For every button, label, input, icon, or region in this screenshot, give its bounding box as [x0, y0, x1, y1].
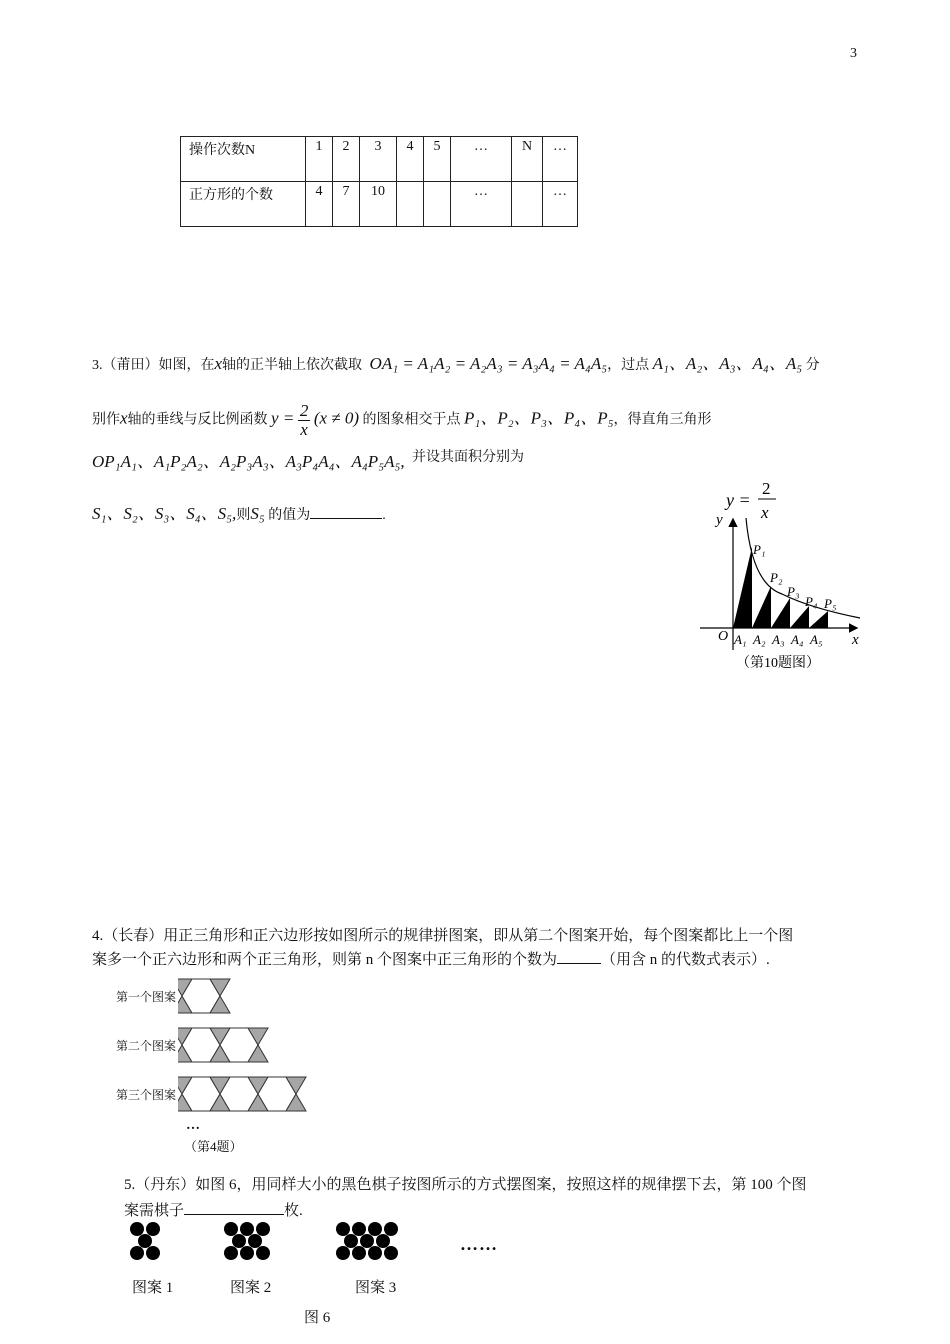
point-label: P₂ — [770, 570, 783, 585]
table-cell: 正方形的个数 — [181, 182, 306, 227]
pattern-label: 第三个图案 — [116, 1088, 177, 1102]
point-label: A₄ — [791, 632, 804, 647]
point-label: A₂ — [753, 632, 766, 647]
origin-label: O — [718, 629, 729, 644]
pattern-label: 第一个图案 — [116, 990, 177, 1004]
table-cell: N — [512, 137, 543, 182]
table-cell: … — [451, 137, 512, 182]
question-4-line-2: 案多一个正六边形和两个正三角形，则第 n 个图案中正三角形的个数为 （用含 n 的代数式表示）. — [92, 952, 770, 968]
figure-caption: （第4题） — [184, 1139, 243, 1154]
fraction: $\frac{2}{x}$ — [299, 401, 309, 439]
pattern-label: 第二个图案 — [116, 1039, 177, 1053]
question-3-line-1: 3.（莆田）如图，在x轴的正半轴上依次截取 OA₁ = A₁A₂ = A₂A₃ = A₃A₄ = A₄A₅，过点 A₁、A₂、A₃、A₄、A₅ 分 — [92, 354, 820, 373]
question-5-line-1: 5.（丹东）如图 6，用同样大小的黑色棋子按图所示的方式摆图案，按照这样的规律摆下去，第 100 个图 — [124, 1177, 807, 1193]
point-label: P₁ — [753, 542, 766, 557]
question-3-line-4: S₁、S₂、S₃、S₄、S₅,则S₅ 的值为 . — [92, 504, 386, 523]
point-label: P₃ — [787, 584, 800, 599]
pattern-label: 图案 1 — [132, 1280, 174, 1296]
table-cell: … — [543, 137, 578, 182]
function-label-y: y = — [726, 490, 751, 510]
question-3-line-3: OP₁A₁、A₁P₂A₂、A₂P₃A₃、A₃P₄A₄、A₄P₅A₅, — [92, 452, 405, 471]
table-cell: 3 — [360, 137, 397, 182]
table-cell: 1 — [306, 137, 333, 182]
table-cell: … — [451, 182, 512, 227]
y-axis-label: y — [716, 512, 723, 528]
pattern-label: 图案 3 — [355, 1280, 397, 1296]
table-cell: 4 — [397, 137, 424, 182]
table-cell: … — [543, 182, 578, 227]
ellipsis: … — [186, 1118, 201, 1133]
table-cell: 4 — [306, 182, 333, 227]
pattern-label: 图案 2 — [230, 1280, 272, 1296]
chess-piece — [256, 1246, 270, 1260]
function-label-denominator: x — [761, 503, 769, 522]
chess-piece — [240, 1246, 254, 1260]
figure-caption: 图 6 — [304, 1310, 331, 1326]
figure-caption: （第10题图） — [736, 656, 820, 671]
chess-piece — [384, 1246, 398, 1260]
page-number: 3 — [850, 46, 857, 61]
chess-piece — [368, 1246, 382, 1260]
question-5-line-2: 案需棋子 枚. — [124, 1203, 303, 1219]
question-3-line-2: 别作x轴的垂线与反比例函数 y = $\frac{2}{x}$ (x ≠ 0) 的图象相交于点 P₁、P₂、P₃、P₄、P₅，得直角三角形 — [92, 401, 712, 439]
chess-piece — [130, 1246, 144, 1260]
question-3-area-intro: 并设其面积分别为 — [412, 450, 524, 465]
table-cell: 操作次数N — [181, 137, 306, 182]
question-4-line-1: 4.（长春）用正三角形和正六边形按如图所示的规律拼图案，即从第二个图案开始，每个图案都比上一个图 — [92, 928, 794, 944]
chess-piece — [352, 1246, 366, 1260]
point-label: P₅ — [824, 596, 837, 611]
point-label: A₅ — [810, 632, 823, 647]
chess-piece — [224, 1246, 238, 1260]
table-cell: 10 — [360, 182, 397, 227]
dots-ellipsis: …… — [460, 1234, 498, 1254]
x-axis-label: x — [852, 632, 859, 648]
chess-piece — [336, 1246, 350, 1260]
point-label: A₃ — [772, 632, 785, 647]
point-label: P₄ — [805, 594, 818, 609]
table-cell: 5 — [424, 137, 451, 182]
chess-piece — [146, 1246, 160, 1260]
table-cell: 7 — [333, 182, 360, 227]
point-label: A₁ — [734, 632, 747, 647]
table-cell: 2 — [333, 137, 360, 182]
function-label-numerator: 2 — [762, 479, 771, 498]
